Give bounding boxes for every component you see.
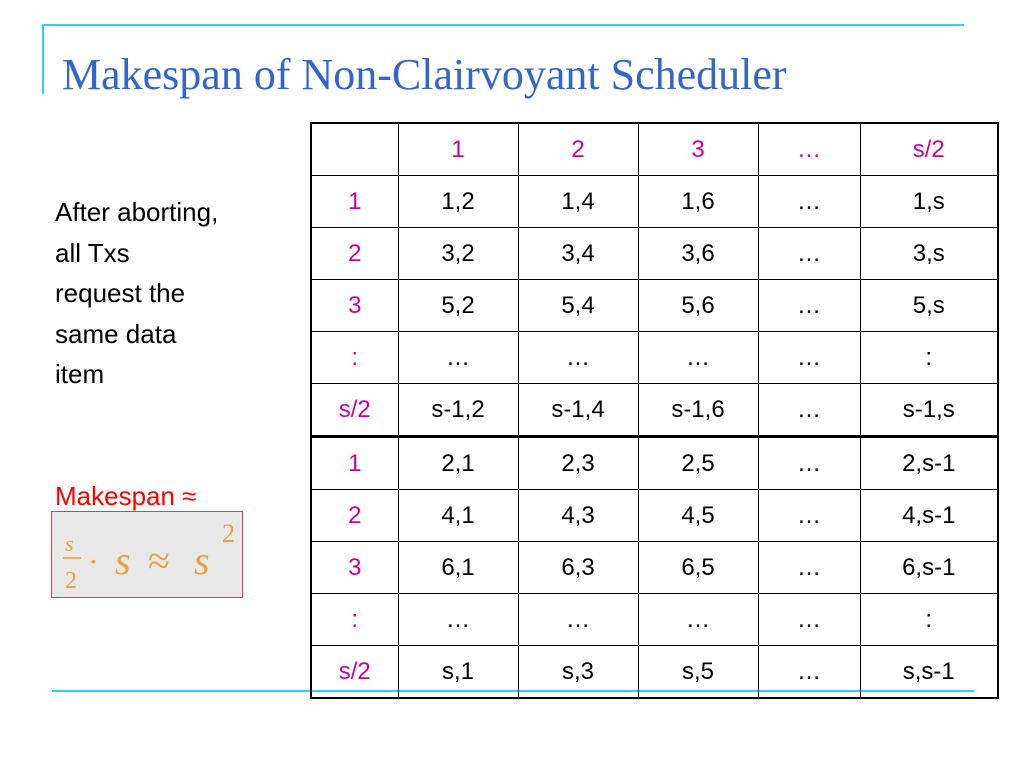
- row-header: s/2: [311, 384, 398, 437]
- left-accent-line: [42, 24, 44, 94]
- body-line: After aborting,: [55, 197, 219, 227]
- table-cell: s,1: [398, 646, 518, 699]
- body-line: all Txs: [55, 237, 130, 268]
- table-row: [311, 594, 998, 646]
- column-header: 3: [638, 123, 758, 176]
- table-cell: …: [758, 280, 860, 332]
- slide-title: Makespan of Non-Clairvoyant Scheduler: [62, 50, 787, 99]
- top-accent-line: [42, 24, 964, 26]
- table-row: [311, 384, 998, 437]
- column-header: 2: [518, 123, 638, 176]
- formula-numerator: s: [65, 531, 74, 556]
- table-cell: …: [758, 646, 860, 699]
- table-row: [311, 542, 998, 594]
- row-header: 2: [311, 228, 398, 280]
- table-row: [311, 490, 998, 542]
- table-cell: 5,2: [398, 280, 518, 332]
- table-cell: 6,5: [638, 542, 758, 594]
- column-header: …: [758, 123, 860, 176]
- table-cell: 1,2: [398, 176, 518, 228]
- table-cell: s,3: [518, 646, 638, 699]
- table-cell: 5,4: [518, 280, 638, 332]
- table-cell: 4,5: [638, 490, 758, 542]
- table-cell: 6,1: [398, 542, 518, 594]
- table-cell: 2,s-1: [860, 437, 998, 490]
- row-header: :: [311, 594, 398, 646]
- table-cell: :: [860, 594, 998, 646]
- table-cell: 3,6: [638, 228, 758, 280]
- table-row: [311, 437, 998, 490]
- table-cell: 1,6: [638, 176, 758, 228]
- table-cell: 5,s: [860, 280, 998, 332]
- table-cell: s-1,6: [638, 384, 758, 437]
- table-cell: s,s-1: [860, 646, 998, 699]
- row-header: s/2: [311, 646, 398, 699]
- table-corner-cell: [311, 123, 398, 176]
- column-header: 1: [398, 123, 518, 176]
- table-cell: s,5: [638, 646, 758, 699]
- formula-denominator: 2: [65, 568, 77, 594]
- table-cell: …: [758, 176, 860, 228]
- row-header: 2: [311, 490, 398, 542]
- table-cell: …: [758, 228, 860, 280]
- formula-approx: ≈: [148, 538, 170, 583]
- table-cell: …: [398, 594, 518, 646]
- table-cell: 4,s-1: [860, 490, 998, 542]
- table-cell: s-1,4: [518, 384, 638, 437]
- row-header: 1: [311, 437, 398, 490]
- table-cell: s-1,s: [860, 384, 998, 437]
- schedule-table: [310, 122, 999, 699]
- table-cell: 1,4: [518, 176, 638, 228]
- row-header: :: [311, 332, 398, 384]
- table-cell: 2,1: [398, 437, 518, 490]
- table-cell: 6,s-1: [860, 542, 998, 594]
- table-row: [311, 280, 998, 332]
- column-header: s/2: [860, 123, 998, 176]
- table-row: [311, 228, 998, 280]
- row-header: 1: [311, 176, 398, 228]
- table-row: [311, 332, 998, 384]
- body-line: same data: [55, 318, 177, 349]
- body-line: request the: [55, 278, 186, 308]
- table-cell: …: [638, 594, 758, 646]
- formula-exponent: 2: [222, 519, 235, 548]
- table-cell: 3,s: [860, 228, 998, 280]
- table-row: [311, 176, 998, 228]
- table-cell: 3,2: [398, 228, 518, 280]
- table-cell: …: [518, 594, 638, 646]
- table-cell: …: [758, 332, 860, 384]
- table-cell: …: [518, 332, 638, 384]
- row-header: 3: [311, 280, 398, 332]
- formula-s-squared-base: s: [194, 538, 210, 583]
- table-cell: …: [758, 594, 860, 646]
- table-cell: 1,s: [860, 176, 998, 228]
- table-header-row: [311, 123, 998, 176]
- formula-box: [51, 511, 243, 598]
- table-cell: …: [758, 437, 860, 490]
- table-cell: s-1,2: [398, 384, 518, 437]
- table-cell: 4,3: [518, 490, 638, 542]
- body-line: item: [55, 359, 105, 389]
- table-cell: 4,1: [398, 490, 518, 542]
- formula-dot: ·: [88, 543, 99, 579]
- table-cell: :: [860, 332, 998, 384]
- table-cell: 2,3: [518, 437, 638, 490]
- makespan-label: Makespan ≈: [55, 481, 197, 511]
- table-cell: …: [758, 384, 860, 437]
- table-cell: 3,4: [518, 228, 638, 280]
- row-header: 3: [311, 542, 398, 594]
- table-row: [311, 646, 998, 699]
- table-cell: 2,5: [638, 437, 758, 490]
- table-cell: 6,3: [518, 542, 638, 594]
- body-text: [55, 192, 295, 395]
- formula-equation: [52, 512, 244, 599]
- table-cell: 5,6: [638, 280, 758, 332]
- table-cell: …: [758, 490, 860, 542]
- formula-s: s: [115, 538, 131, 583]
- table-cell: …: [758, 542, 860, 594]
- table-cell: …: [398, 332, 518, 384]
- table-cell: …: [638, 332, 758, 384]
